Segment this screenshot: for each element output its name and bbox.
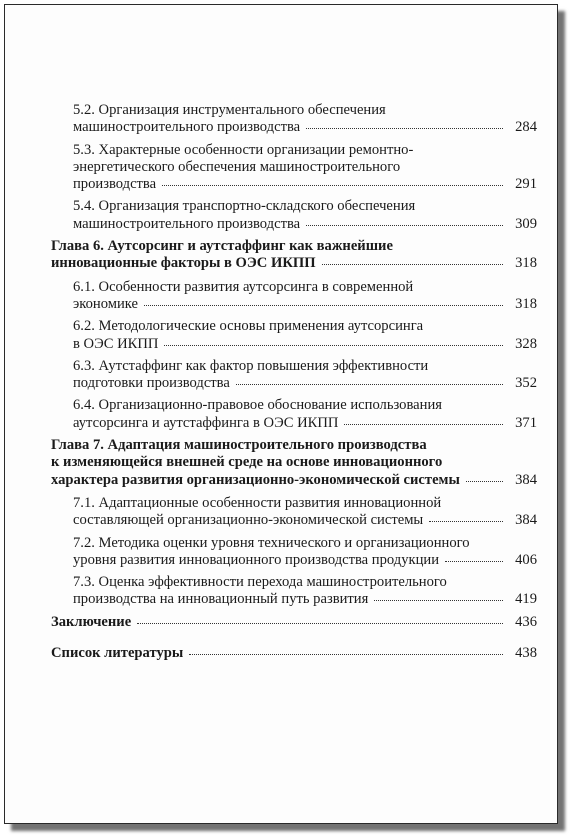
toc-entry [51,535,537,570]
toc-entry [51,318,537,353]
toc-entry-last-line [51,472,537,489]
toc-entry [51,614,537,631]
toc-entry-text: 7.2. Методика оценки уровня технического и организационного [73,534,470,551]
toc-entry-text: 7.1. Адаптационные особенности развития инновационной [73,494,442,511]
dot-leader [306,221,503,226]
toc-entry [51,279,537,314]
toc-entry-text: 5.3. Характерные особенности организации ремонтно- [73,141,414,158]
toc-entry-last-line [73,512,537,529]
toc-entry-last-line [73,119,537,136]
toc-entry [51,437,537,489]
page-number: 284 [515,119,537,136]
page-number: 328 [515,335,537,352]
toc-entry-last-line [73,591,537,608]
toc-entry-text: 7.3. Оценка эффективности перехода машиностроительного [73,574,447,591]
toc-entry [51,574,537,609]
toc-entry-text: Глава 6. Аутсорсинг и аутстаффинг как важнейшие [51,238,393,255]
toc-entry-last-line [73,415,537,432]
toc-entry-text: 6.4. Организационно-правовое обоснование использования [73,397,442,414]
page-number: 371 [515,414,537,431]
toc-entry-text: 5.2. Организация инструментального обеспечения [73,102,386,118]
dot-leader [162,181,503,186]
toc-entry-text: характера развития организационно-экономической системы [51,471,460,488]
page-number: 318 [515,255,537,272]
toc-entry-last-line [73,216,537,233]
page-number: 419 [515,591,537,608]
dot-leader [374,596,503,601]
toc-entry-text: аутсорсинга и аутстаффинга в ОЭС ИКПП [73,414,339,431]
toc-entry [51,142,537,194]
page-number: 291 [515,176,537,193]
toc-entry-text: инновационные факторы в ОЭС ИКПП [51,255,316,272]
toc-entry [51,238,537,273]
toc-entry-last-line [73,552,537,569]
page-number: 309 [515,215,537,232]
toc-entry-last-line [73,296,537,313]
dot-leader [344,420,503,425]
page-number: 406 [515,551,537,568]
toc-entry-text: уровня развития инновационного производства продукции [73,551,440,568]
page-number: 384 [515,512,537,529]
table-of-contents [51,102,537,676]
toc-entry-last-line [73,176,537,193]
toc-entry-text: составляющей организационно-экономической системы [73,512,424,529]
dot-leader [236,380,503,385]
toc-entry-text: производства [73,176,157,193]
dot-leader [144,301,503,306]
page-number: 352 [515,375,537,392]
toc-entry [51,358,537,393]
toc-entry-text: машиностроительного производства [73,215,301,232]
page-number: 438 [515,645,537,662]
toc-entry-last-line [73,375,537,392]
toc-entry-last-line [51,255,537,272]
toc-entry-text: 6.3. Аутстаффинг как фактор повышения эффективности [73,357,429,374]
dot-leader [306,124,503,129]
toc-entry-text: 6.2. Методологические основы применения аутсорсинга [73,318,424,335]
toc-entry-text: Список литературы [51,645,184,662]
toc-entry-text: энергетического обеспечения машиностроительного [73,158,401,175]
dot-leader [322,260,503,265]
toc-entry-last-line [51,645,537,662]
toc-entry-text: к изменяющейся внешней среде на основе инновационного [51,454,443,471]
dot-leader [137,619,503,624]
toc-entry-last-line [51,614,537,631]
dot-leader [189,650,503,655]
toc-entry-text: Глава 7. Адаптация машиностроительного производства [51,437,427,454]
toc-entry-text: подготовки производства [73,375,230,392]
page-number: 384 [515,471,537,488]
page-number: 318 [515,295,537,312]
toc-entry-text: экономике [73,295,138,312]
toc-entry-text: производства на инновационный путь развития [73,591,369,608]
page-number: 436 [515,613,537,630]
toc-entry-text: 5.4. Организация транспортно-складского обеспечения [73,198,416,215]
toc-entry-text: машиностроительного производства [73,119,301,136]
toc-entry-text: в ОЭС ИКПП [73,335,159,352]
book-page [4,4,558,824]
dot-leader [429,517,503,522]
dot-leader [164,341,503,346]
toc-entry [51,495,537,530]
toc-entry [51,645,537,662]
toc-entry-text: 6.1. Особенности развития аутсорсинга в современной [73,278,414,295]
toc-entry-last-line [73,336,537,353]
toc-entry [51,102,537,137]
toc-entry [51,397,537,432]
toc-entry-text: Заключение [51,613,132,630]
toc-entry [51,198,537,233]
dot-leader [466,477,503,482]
dot-leader [445,557,503,562]
